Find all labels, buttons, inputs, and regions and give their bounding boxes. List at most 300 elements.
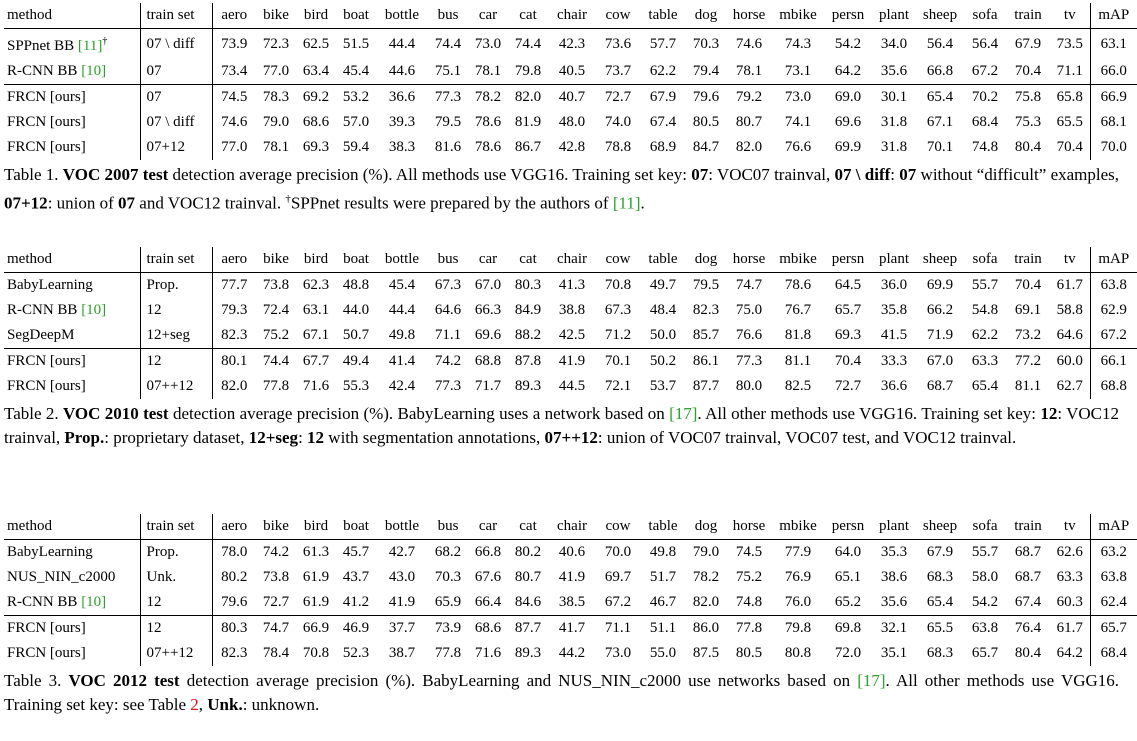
ap-cell: 78.0 xyxy=(221,544,248,560)
ap-cell: 74.4 xyxy=(434,35,462,52)
column-header: chair xyxy=(548,514,596,540)
ap-cell: 84.6 xyxy=(514,594,542,610)
ap-cell: 55.3 xyxy=(342,378,370,394)
ap-cell: 68.3 xyxy=(926,645,954,661)
ap-cell: 64.5 xyxy=(834,277,862,293)
ap-cell: 74.3 xyxy=(784,35,812,52)
ap-cell: 79.0 xyxy=(692,544,720,560)
ap-cell: 44.2 xyxy=(558,645,586,661)
ap-cell: 65.4 xyxy=(926,594,954,610)
ap-cell: 78.4 xyxy=(262,645,290,661)
caption-text: detection average precision (%). All methods use VGG16. Training set key: xyxy=(168,165,692,184)
table-ref-link[interactable]: 2 xyxy=(190,695,199,714)
ap-cell: 80.7 xyxy=(735,114,763,130)
ap-cell: 76.7 xyxy=(784,302,812,318)
ap-cell: 36.6 xyxy=(376,85,428,111)
map-cell: 63.8 xyxy=(1090,273,1137,299)
ap-cell: 67.9 xyxy=(1014,35,1042,52)
ap-cell: 87.8 xyxy=(508,349,548,375)
ap-cell: 62.5 xyxy=(302,35,330,52)
column-header: dog xyxy=(686,3,726,29)
ap-cell: 68.9 xyxy=(649,139,677,155)
column-header: train xyxy=(1006,514,1050,540)
ap-cell: 79.8 xyxy=(772,616,824,642)
ap-cell: 71.7 xyxy=(474,378,502,394)
ap-cell: 52.3 xyxy=(342,645,370,661)
header-row xyxy=(4,247,1137,273)
caption-text: and VOC12 trainval. xyxy=(135,193,286,213)
map-cell: 63.1 xyxy=(1090,29,1137,60)
ap-cell: 69.1 xyxy=(1014,302,1042,318)
map-cell: 68.4 xyxy=(1090,641,1137,666)
caption-key: Prop. xyxy=(64,428,105,447)
ap-cell: 71.2 xyxy=(604,327,632,343)
column-header: plant xyxy=(872,514,916,540)
ap-cell: 38.7 xyxy=(388,645,416,661)
ap-cell: 80.0 xyxy=(735,378,763,394)
column-header: dog xyxy=(686,514,726,540)
caption-key: 07 xyxy=(899,165,917,184)
ap-cell: 41.4 xyxy=(376,349,428,375)
ap-cell: 49.8 xyxy=(649,544,677,560)
column-header: table xyxy=(640,247,686,273)
column-header: mAP xyxy=(1090,3,1137,29)
ap-cell: 64.2 xyxy=(834,63,862,79)
column-header: aero xyxy=(212,514,256,540)
column-header: chair xyxy=(548,247,596,273)
ap-cell: 73.4 xyxy=(221,63,248,79)
table-row xyxy=(4,29,1137,60)
ap-cell: 82.3 xyxy=(221,645,248,661)
ap-cell: 48.0 xyxy=(558,114,586,130)
citation-link[interactable]: [10] xyxy=(81,63,107,79)
column-header: sofa xyxy=(964,514,1006,540)
column-header: bottle xyxy=(376,247,428,273)
ap-cell: 42.4 xyxy=(388,378,416,394)
dagger-mark: † xyxy=(285,193,291,205)
caption-title: VOC 2010 test xyxy=(62,404,169,423)
table-row xyxy=(4,85,1137,111)
column-header: bike xyxy=(256,247,296,273)
method-name: FRCN [ours] xyxy=(7,353,86,369)
column-header: cow xyxy=(596,247,640,273)
map-cell: 65.7 xyxy=(1090,616,1137,642)
ap-cell: 48.8 xyxy=(342,277,370,293)
ap-cell: 79.6 xyxy=(221,594,248,610)
ap-cell: 74.7 xyxy=(256,616,296,642)
ap-cell: 81.6 xyxy=(434,139,462,155)
ap-cell: 82.0 xyxy=(692,594,720,610)
ap-cell: 45.7 xyxy=(342,544,370,560)
caption-key: 07 \ diff xyxy=(834,165,891,184)
ap-cell: 76.4 xyxy=(1006,616,1050,642)
method-name: FRCN [ours] xyxy=(7,620,86,636)
method-name: R-CNN BB xyxy=(7,63,82,79)
ap-cell: 61.9 xyxy=(302,594,330,610)
ap-cell: 62.2 xyxy=(971,327,999,343)
ap-cell: 69.9 xyxy=(926,277,954,293)
ap-cell: 89.3 xyxy=(514,645,542,661)
caption-text: . All other methods use VGG16. Training set key: see Table xyxy=(4,671,1120,714)
ap-cell: 68.3 xyxy=(926,569,954,585)
ap-cell: 59.4 xyxy=(342,139,370,155)
ap-cell: 58.8 xyxy=(1056,302,1083,318)
ap-cell: 55.7 xyxy=(971,544,999,560)
ap-cell: 55.7 xyxy=(971,277,999,293)
citation-link[interactable]: [17] xyxy=(857,671,886,690)
method-cell xyxy=(4,59,140,85)
citation-link[interactable]: [10] xyxy=(81,302,107,318)
caption-key: Unk. xyxy=(207,695,243,714)
ap-cell: 65.2 xyxy=(834,594,862,610)
column-header: persn xyxy=(824,514,872,540)
ap-cell: 65.4 xyxy=(916,85,964,111)
ap-cell: 50.7 xyxy=(342,327,370,343)
caption-text: : union of xyxy=(47,193,119,213)
ap-cell: 63.1 xyxy=(302,302,330,318)
ap-cell: 82.5 xyxy=(784,378,812,394)
ap-cell: 74.4 xyxy=(256,349,296,375)
ap-cell: 73.8 xyxy=(262,277,290,293)
ap-cell: 58.0 xyxy=(971,569,999,585)
column-header: bike xyxy=(256,514,296,540)
ap-cell: 77.9 xyxy=(784,544,812,560)
column-header: train set xyxy=(140,514,212,540)
column-header: sofa xyxy=(964,247,1006,273)
ap-cell: 80.5 xyxy=(692,114,720,130)
ap-cell: 68.6 xyxy=(302,114,330,130)
column-header: table xyxy=(640,514,686,540)
ap-cell: 69.3 xyxy=(302,139,330,155)
ap-cell: 54.8 xyxy=(971,302,999,318)
ap-cell: 67.1 xyxy=(302,327,330,343)
ap-cell: 48.4 xyxy=(649,302,677,318)
ap-cell: 64.6 xyxy=(434,302,462,318)
ap-cell: 49.4 xyxy=(336,349,376,375)
ap-cell: 68.8 xyxy=(468,349,508,375)
ap-cell: 71.9 xyxy=(926,327,954,343)
citation-link[interactable]: [17] xyxy=(669,404,698,423)
ap-cell: 67.4 xyxy=(649,114,677,130)
ap-cell: 68.4 xyxy=(971,114,999,130)
ap-cell: 40.5 xyxy=(558,63,586,79)
ap-cell: 61.7 xyxy=(1056,277,1083,293)
ap-cell: 74.4 xyxy=(514,35,542,52)
column-header: table xyxy=(640,3,686,29)
column-header: boat xyxy=(336,247,376,273)
ap-cell: 70.2 xyxy=(964,85,1006,111)
citation-link[interactable]: [10] xyxy=(81,594,107,610)
ap-cell: 62.6 xyxy=(1056,544,1083,560)
ap-cell: 39.3 xyxy=(388,114,416,130)
ap-cell: 73.9 xyxy=(428,616,468,642)
train-set-cell: 12 xyxy=(140,590,212,616)
column-header: chair xyxy=(548,3,596,29)
column-header: train set xyxy=(140,3,212,29)
ap-cell: 84.7 xyxy=(692,139,720,155)
ap-cell: 82.0 xyxy=(221,378,248,394)
ap-cell: 44.4 xyxy=(388,302,416,318)
ap-cell: 80.2 xyxy=(514,544,542,560)
column-header: aero xyxy=(212,3,256,29)
caption-text: : VOC07 trainval, xyxy=(708,165,835,184)
method-name: FRCN [ours] xyxy=(7,89,86,105)
ap-cell: 69.6 xyxy=(834,114,862,130)
ap-cell: 51.1 xyxy=(640,616,686,642)
ap-cell: 70.8 xyxy=(302,645,330,661)
ap-cell: 76.0 xyxy=(784,594,812,610)
table-row xyxy=(4,323,1137,349)
train-set-cell: 12 xyxy=(140,349,212,375)
ap-cell: 67.3 xyxy=(434,277,462,293)
ap-cell: 67.7 xyxy=(296,349,336,375)
ap-cell: 42.7 xyxy=(388,544,416,560)
ap-cell: 54.2 xyxy=(834,35,862,52)
column-header: horse xyxy=(726,3,772,29)
column-header: bottle xyxy=(376,514,428,540)
method-cell xyxy=(4,323,140,349)
ap-cell: 41.9 xyxy=(548,349,596,375)
ap-cell: 65.9 xyxy=(434,594,462,610)
ap-cell: 57.7 xyxy=(649,35,677,52)
ap-cell: 72.3 xyxy=(262,35,290,52)
column-header: cat xyxy=(508,514,548,540)
caption-text: with segmentation annotations, xyxy=(324,428,545,447)
ap-cell: 56.4 xyxy=(926,35,954,52)
train-set-cell: Prop. xyxy=(140,273,212,299)
table-3-block xyxy=(4,514,1130,717)
column-header: plant xyxy=(872,3,916,29)
ap-cell: 36.0 xyxy=(880,277,908,293)
column-header: train xyxy=(1006,247,1050,273)
ap-cell: 30.1 xyxy=(872,85,916,111)
column-header: cow xyxy=(596,514,640,540)
map-cell: 63.2 xyxy=(1090,540,1137,566)
method-cell xyxy=(4,273,140,299)
ap-cell: 79.5 xyxy=(434,114,462,130)
caption-key: 12+seg xyxy=(248,428,299,447)
ap-cell: 37.7 xyxy=(376,616,428,642)
ap-cell: 71.1 xyxy=(1056,63,1083,79)
column-header: method xyxy=(4,3,140,29)
table-3-caption xyxy=(4,669,1119,717)
method-name: FRCN [ours] xyxy=(7,139,86,155)
map-cell: 62.4 xyxy=(1090,590,1137,616)
ap-cell: 67.2 xyxy=(971,63,999,79)
ap-cell: 32.1 xyxy=(872,616,916,642)
method-name: BabyLearning xyxy=(7,544,93,560)
citation-link[interactable]: [11] xyxy=(612,193,641,213)
ap-cell: 46.7 xyxy=(649,594,677,610)
ap-cell: 73.0 xyxy=(772,85,824,111)
method-cell xyxy=(4,590,140,616)
map-cell: 68.8 xyxy=(1090,374,1137,399)
ap-cell: 55.0 xyxy=(649,645,677,661)
header-row xyxy=(4,514,1137,540)
ap-cell: 74.2 xyxy=(262,544,290,560)
ap-cell: 71.1 xyxy=(596,616,640,642)
ap-cell: 81.1 xyxy=(772,349,824,375)
ap-cell: 80.2 xyxy=(221,569,248,585)
voc2012-results-table xyxy=(4,514,1137,666)
ap-cell: 72.4 xyxy=(262,302,290,318)
ap-cell: 66.9 xyxy=(296,616,336,642)
ap-cell: 79.6 xyxy=(686,85,726,111)
ap-cell: 44.0 xyxy=(342,302,370,318)
caption-text: detection average precision (%). BabyLearning uses a network based on xyxy=(168,404,670,423)
caption-key: 12 xyxy=(1040,404,1058,423)
ap-cell: 41.3 xyxy=(558,277,586,293)
table-2-caption xyxy=(4,402,1119,450)
caption-key: 07 xyxy=(118,193,136,213)
caption-key: 12 xyxy=(307,428,325,447)
method-name: FRCN [ours] xyxy=(7,114,86,130)
train-set-cell: 12 xyxy=(140,616,212,642)
ap-cell: 68.2 xyxy=(434,544,462,560)
ap-cell: 77.3 xyxy=(434,378,462,394)
table-row xyxy=(4,298,1137,323)
ap-cell: 66.8 xyxy=(474,544,502,560)
ap-cell: 87.7 xyxy=(692,378,720,394)
method-name: NUS_NIN_c2000 xyxy=(7,569,116,585)
method-name: SPPnet BB xyxy=(7,38,78,54)
ap-cell: 80.1 xyxy=(212,349,256,375)
ap-cell: 56.4 xyxy=(971,35,999,52)
voc2007-results-table xyxy=(4,3,1137,160)
ap-cell: 72.7 xyxy=(834,378,862,394)
ap-cell: 40.6 xyxy=(558,544,586,560)
ap-cell: 78.6 xyxy=(474,139,502,155)
column-header: sheep xyxy=(916,247,964,273)
ap-cell: 41.9 xyxy=(558,569,586,585)
ap-cell: 67.2 xyxy=(604,594,632,610)
ap-cell: 67.4 xyxy=(1014,594,1042,610)
table-row xyxy=(4,590,1137,616)
ap-cell: 73.0 xyxy=(604,645,632,661)
ap-cell: 68.6 xyxy=(468,616,508,642)
ap-cell: 78.2 xyxy=(692,569,720,585)
map-cell: 68.1 xyxy=(1090,110,1137,135)
ap-cell: 67.3 xyxy=(604,302,632,318)
ap-cell: 35.3 xyxy=(880,544,908,560)
method-cell xyxy=(4,110,140,135)
ap-cell: 87.5 xyxy=(692,645,720,661)
ap-cell: 61.3 xyxy=(302,544,330,560)
table-1-block xyxy=(4,3,1130,216)
ap-cell: 66.2 xyxy=(926,302,954,318)
column-header: sheep xyxy=(916,3,964,29)
ap-cell: 85.7 xyxy=(692,327,720,343)
column-header: cow xyxy=(596,3,640,29)
ap-cell: 42.8 xyxy=(558,139,586,155)
ap-cell: 46.9 xyxy=(336,616,376,642)
ap-cell: 51.7 xyxy=(649,569,677,585)
ap-cell: 62.3 xyxy=(302,277,330,293)
ap-cell: 64.6 xyxy=(1056,327,1083,343)
ap-cell: 62.7 xyxy=(1056,378,1083,394)
column-header: persn xyxy=(824,3,872,29)
ap-cell: 41.5 xyxy=(880,327,908,343)
table-row xyxy=(4,540,1137,566)
ap-cell: 35.1 xyxy=(880,645,908,661)
ap-cell: 63.3 xyxy=(1056,569,1083,585)
ap-cell: 82.0 xyxy=(508,85,548,111)
caption-key: 07 xyxy=(691,165,709,184)
voc2010-results-table xyxy=(4,247,1137,399)
ap-cell: 63.8 xyxy=(964,616,1006,642)
table-2-block xyxy=(4,247,1130,450)
ap-cell: 78.6 xyxy=(474,114,502,130)
ap-cell: 74.1 xyxy=(784,114,812,130)
ap-cell: 61.7 xyxy=(1050,616,1090,642)
ap-cell: 41.7 xyxy=(548,616,596,642)
column-header: boat xyxy=(336,3,376,29)
citation-link[interactable]: [11] xyxy=(77,38,103,54)
caption-label: Table 2. xyxy=(4,404,63,423)
ap-cell: 73.0 xyxy=(474,35,502,52)
ap-cell: 74.0 xyxy=(604,114,632,130)
column-header: bus xyxy=(428,514,468,540)
train-set-cell: 07 xyxy=(140,59,212,85)
column-header: plant xyxy=(872,247,916,273)
ap-cell: 77.0 xyxy=(262,63,290,79)
column-header: mAP xyxy=(1090,247,1137,273)
caption-text: without “difficult” examples, xyxy=(916,165,1120,184)
ap-cell: 89.3 xyxy=(514,378,542,394)
ap-cell: 78.1 xyxy=(262,139,290,155)
ap-cell: 44.5 xyxy=(558,378,586,394)
ap-cell: 79.3 xyxy=(221,302,248,318)
ap-cell: 44.4 xyxy=(388,35,416,52)
ap-cell: 70.1 xyxy=(926,139,954,155)
ap-cell: 78.8 xyxy=(604,139,632,155)
ap-cell: 38.8 xyxy=(558,302,586,318)
ap-cell: 65.1 xyxy=(834,569,862,585)
method-name: FRCN [ours] xyxy=(7,645,86,661)
ap-cell: 67.1 xyxy=(926,114,954,130)
table-row xyxy=(4,374,1137,399)
ap-cell: 50.0 xyxy=(649,327,677,343)
method-cell xyxy=(4,29,140,60)
ap-cell: 77.3 xyxy=(726,349,772,375)
column-header: boat xyxy=(336,514,376,540)
ap-cell: 78.1 xyxy=(735,63,763,79)
ap-cell: 74.2 xyxy=(428,349,468,375)
ap-cell: 79.8 xyxy=(514,63,542,79)
ap-cell: 79.2 xyxy=(726,85,772,111)
caption-title: VOC 2007 test xyxy=(62,165,169,184)
train-set-cell: 07 \ diff xyxy=(140,110,212,135)
ap-cell: 80.7 xyxy=(514,569,542,585)
column-header: car xyxy=(468,3,508,29)
ap-cell: 70.8 xyxy=(604,277,632,293)
caption-text: : proprietary dataset, xyxy=(104,428,249,447)
ap-cell: 43.7 xyxy=(342,569,370,585)
table-row xyxy=(4,349,1137,375)
train-set-cell: Prop. xyxy=(140,540,212,566)
ap-cell: 80.4 xyxy=(1014,139,1042,155)
ap-cell: 77.7 xyxy=(221,277,248,293)
ap-cell: 63.3 xyxy=(964,349,1006,375)
ap-cell: 75.2 xyxy=(262,327,290,343)
ap-cell: 51.5 xyxy=(342,35,370,52)
ap-cell: 33.3 xyxy=(872,349,916,375)
ap-cell: 76.9 xyxy=(784,569,812,585)
ap-cell: 69.6 xyxy=(474,327,502,343)
ap-cell: 66.8 xyxy=(926,63,954,79)
ap-cell: 74.5 xyxy=(212,85,256,111)
ap-cell: 72.7 xyxy=(262,594,290,610)
